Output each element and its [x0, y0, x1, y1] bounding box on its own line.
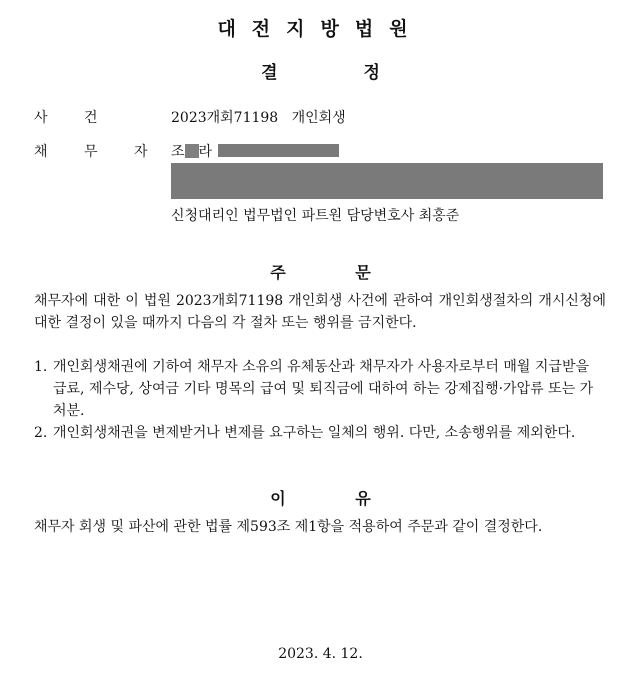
debtor-name-last: 라	[198, 144, 213, 160]
order-list	[34, 356, 594, 444]
redaction-name-char	[185, 144, 199, 158]
decision-date: 2023. 4. 12.	[278, 646, 363, 662]
list-item	[34, 422, 594, 444]
list-item-number: 1.	[34, 359, 48, 375]
list-item-number: 2.	[34, 425, 48, 441]
debtor-label: 채 무 자	[34, 144, 148, 160]
debtor-name	[171, 141, 212, 161]
document-title: 결 정	[261, 63, 380, 83]
list-item-text: 개인회생채권에 기하여 채무자 소유의 유체동산과 채무자가 사용자로부터 매월 지급받을 급료, 제수당, 상여금 기타 명목의 급여 및 퇴직금에 대하여 하는 강제집행·가압류 또는 가처분.	[53, 359, 594, 419]
reason-text: 채무자 회생 및 파산에 관한 법률 제593조 제1항을 적용하여 주문과 같이 결정한다.	[34, 519, 543, 535]
order-intro: 채무자에 대한 이 법원 2023개회71198 개인회생 사건에 관하여 개인회생절차의 개시신청에 대한 결정이 있을 때까지 다음의 각 절차 또는 행위를 금지한다.	[34, 293, 606, 331]
redaction-address	[171, 163, 603, 199]
agent-line: 신청대리인 법무법인 파트원 담당변호사 최홍준	[171, 208, 460, 224]
case-type: 개인회생	[291, 110, 346, 126]
debtor-name-first: 조	[171, 144, 185, 160]
redaction-id-number	[218, 144, 339, 157]
case-value	[171, 107, 346, 127]
list-item-text: 개인회생채권을 변제받거나 변제를 요구하는 일체의 행위. 다만, 소송행위를 제외한다.	[53, 425, 576, 441]
reason-heading: 이 유	[270, 489, 371, 508]
list-item	[34, 356, 594, 422]
case-number: 2023개회71198	[171, 110, 279, 126]
court-name: 대전지방법원	[217, 18, 424, 40]
case-label: 사 건	[34, 110, 98, 126]
order-heading: 주 문	[270, 263, 371, 282]
